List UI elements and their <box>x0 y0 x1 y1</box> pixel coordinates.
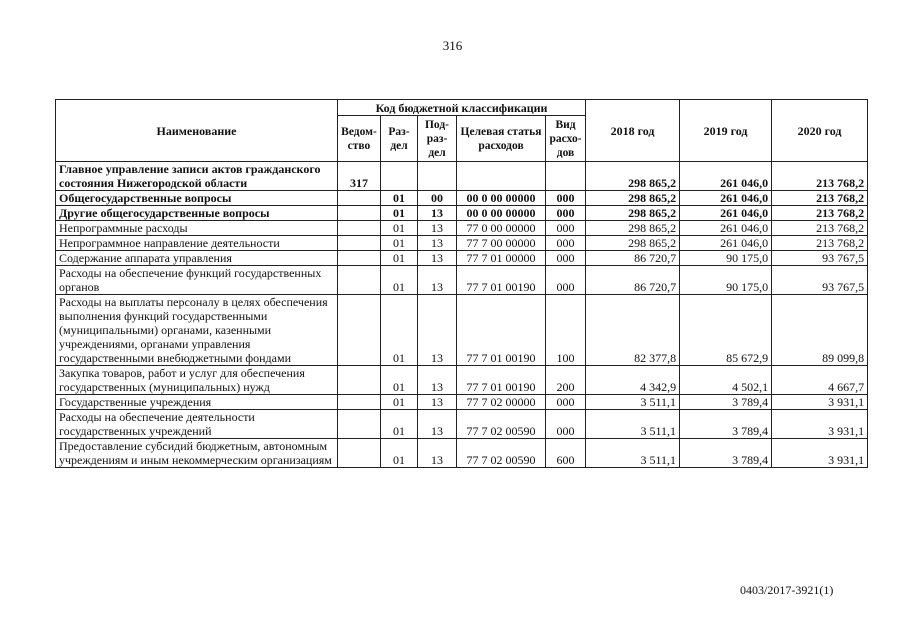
cell-cel: 00 0 00 00000 <box>457 206 546 221</box>
cell-name: Общегосударственные вопросы <box>56 191 338 206</box>
header-celevaya: Целевая статья расходов <box>457 116 546 162</box>
cell-name: Содержание аппарата управления <box>56 251 338 266</box>
cell-cel: 77 7 00 00000 <box>457 236 546 251</box>
cell-name: Предоставление субсидий бюджетным, автономным учреждениям и иным некоммерческим организациям <box>56 439 338 468</box>
document-code: 0403/2017-3921(1) <box>740 583 834 597</box>
page-number: 316 <box>442 38 463 53</box>
cell-vid <box>546 162 586 191</box>
cell-y2020: 213 768,2 <box>772 162 868 191</box>
cell-y2020: 3 931,1 <box>772 410 868 439</box>
header-vedomstvo: Ведом-ство <box>338 116 381 162</box>
cell-y2020: 213 768,2 <box>772 191 868 206</box>
header-razdel: Раз-дел <box>381 116 418 162</box>
cell-pod: 13 <box>418 439 457 468</box>
cell-pod <box>418 162 457 191</box>
table-row <box>56 366 868 395</box>
cell-name: Государственные учреждения <box>56 395 338 410</box>
cell-name: Расходы на обеспечение функций государственных органов <box>56 266 338 295</box>
table-row <box>56 221 868 236</box>
cell-pod: 13 <box>418 221 457 236</box>
cell-ved <box>338 295 381 366</box>
cell-y2019: 3 789,4 <box>680 439 772 468</box>
table-row <box>56 395 868 410</box>
cell-cel <box>457 162 546 191</box>
cell-ved <box>338 439 381 468</box>
cell-raz: 01 <box>381 191 418 206</box>
cell-y2019: 4 502,1 <box>680 366 772 395</box>
cell-pod: 13 <box>418 410 457 439</box>
cell-y2018: 3 511,1 <box>586 395 680 410</box>
cell-y2020: 89 099,8 <box>772 295 868 366</box>
cell-name: Непрограммные расходы <box>56 221 338 236</box>
table-row <box>56 410 868 439</box>
table-row <box>56 251 868 266</box>
cell-y2019: 90 175,0 <box>680 266 772 295</box>
cell-pod: 13 <box>418 206 457 221</box>
cell-name: Закупка товаров, работ и услуг для обеспечения государственных (муниципальных) нужд <box>56 366 338 395</box>
cell-cel: 77 7 01 00000 <box>457 251 546 266</box>
cell-vid: 600 <box>546 439 586 468</box>
cell-cel: 77 7 02 00590 <box>457 439 546 468</box>
cell-raz <box>381 162 418 191</box>
cell-vid: 000 <box>546 410 586 439</box>
budget-table <box>55 99 868 468</box>
cell-raz: 01 <box>381 206 418 221</box>
cell-vid: 000 <box>546 221 586 236</box>
cell-name: Расходы на выплаты персоналу в целях обеспечения выполнения функций государственными (муниципальными) органами, казенными учреждениями, органами управления государственными внебюджетными фондами <box>56 295 338 366</box>
cell-ved <box>338 266 381 295</box>
cell-raz: 01 <box>381 439 418 468</box>
cell-y2019: 261 046,0 <box>680 206 772 221</box>
table-row <box>56 162 868 191</box>
cell-y2020: 3 931,1 <box>772 395 868 410</box>
cell-pod: 13 <box>418 251 457 266</box>
cell-raz: 01 <box>381 395 418 410</box>
cell-y2020: 3 931,1 <box>772 439 868 468</box>
table-row <box>56 295 868 366</box>
cell-ved <box>338 221 381 236</box>
cell-cel: 77 7 02 00000 <box>457 395 546 410</box>
cell-cel: 77 7 01 00190 <box>457 295 546 366</box>
cell-y2018: 298 865,2 <box>586 221 680 236</box>
cell-y2020: 93 767,5 <box>772 251 868 266</box>
cell-ved <box>338 251 381 266</box>
cell-y2019: 3 789,4 <box>680 410 772 439</box>
cell-name: Главное управление записи актов гражданского состояния Нижегородской области <box>56 162 338 191</box>
cell-raz: 01 <box>381 410 418 439</box>
cell-vid: 000 <box>546 251 586 266</box>
cell-raz: 01 <box>381 366 418 395</box>
header-budget-code: Код бюджетной классификации <box>338 100 586 116</box>
cell-cel: 00 0 00 00000 <box>457 191 546 206</box>
cell-y2020: 213 768,2 <box>772 206 868 221</box>
cell-y2019: 261 046,0 <box>680 191 772 206</box>
cell-raz: 01 <box>381 266 418 295</box>
cell-y2018: 298 865,2 <box>586 191 680 206</box>
table-row <box>56 439 868 468</box>
cell-y2020: 213 768,2 <box>772 236 868 251</box>
cell-y2018: 4 342,9 <box>586 366 680 395</box>
cell-raz: 01 <box>381 236 418 251</box>
cell-ved <box>338 410 381 439</box>
cell-vid: 000 <box>546 395 586 410</box>
cell-raz: 01 <box>381 295 418 366</box>
cell-y2019: 85 672,9 <box>680 295 772 366</box>
header-name: Наименование <box>56 100 338 162</box>
cell-vid: 200 <box>546 366 586 395</box>
cell-vid: 000 <box>546 266 586 295</box>
cell-y2018: 3 511,1 <box>586 410 680 439</box>
cell-pod: 13 <box>418 236 457 251</box>
header-podrazdel: Под-раз-дел <box>418 116 457 162</box>
cell-pod: 13 <box>418 266 457 295</box>
cell-y2018: 298 865,2 <box>586 236 680 251</box>
cell-vid: 000 <box>546 206 586 221</box>
header-2018: 2018 год <box>586 100 680 162</box>
cell-raz: 01 <box>381 221 418 236</box>
header-2020: 2020 год <box>772 100 868 162</box>
header-vid: Вид расхо-дов <box>546 116 586 162</box>
cell-ved <box>338 236 381 251</box>
cell-pod: 00 <box>418 191 457 206</box>
cell-y2019: 261 046,0 <box>680 236 772 251</box>
cell-ved <box>338 395 381 410</box>
cell-cel: 77 7 02 00590 <box>457 410 546 439</box>
cell-pod: 13 <box>418 295 457 366</box>
cell-cel: 77 7 01 00190 <box>457 266 546 295</box>
cell-ved <box>338 191 381 206</box>
cell-name: Непрограммное направление деятельности <box>56 236 338 251</box>
cell-y2018: 86 720,7 <box>586 251 680 266</box>
cell-ved: 317 <box>338 162 381 191</box>
table-row <box>56 236 868 251</box>
cell-ved <box>338 206 381 221</box>
cell-y2020: 93 767,5 <box>772 266 868 295</box>
cell-pod: 13 <box>418 395 457 410</box>
cell-y2018: 82 377,8 <box>586 295 680 366</box>
table-row <box>56 191 868 206</box>
cell-y2020: 4 667,7 <box>772 366 868 395</box>
cell-y2018: 3 511,1 <box>586 439 680 468</box>
cell-name: Расходы на обеспечение деятельности государственных учреждений <box>56 410 338 439</box>
cell-raz: 01 <box>381 251 418 266</box>
cell-vid: 000 <box>546 191 586 206</box>
cell-y2019: 261 046,0 <box>680 221 772 236</box>
cell-vid: 100 <box>546 295 586 366</box>
cell-y2019: 261 046,0 <box>680 162 772 191</box>
cell-vid: 000 <box>546 236 586 251</box>
cell-name: Другие общегосударственные вопросы <box>56 206 338 221</box>
cell-ved <box>338 366 381 395</box>
header-2019: 2019 год <box>680 100 772 162</box>
cell-y2018: 298 865,2 <box>586 162 680 191</box>
cell-y2019: 3 789,4 <box>680 395 772 410</box>
cell-cel: 77 0 00 00000 <box>457 221 546 236</box>
cell-cel: 77 7 01 00190 <box>457 366 546 395</box>
cell-y2018: 298 865,2 <box>586 206 680 221</box>
table-row <box>56 206 868 221</box>
cell-y2018: 86 720,7 <box>586 266 680 295</box>
cell-y2020: 213 768,2 <box>772 221 868 236</box>
cell-y2019: 90 175,0 <box>680 251 772 266</box>
table-row <box>56 266 868 295</box>
cell-pod: 13 <box>418 366 457 395</box>
